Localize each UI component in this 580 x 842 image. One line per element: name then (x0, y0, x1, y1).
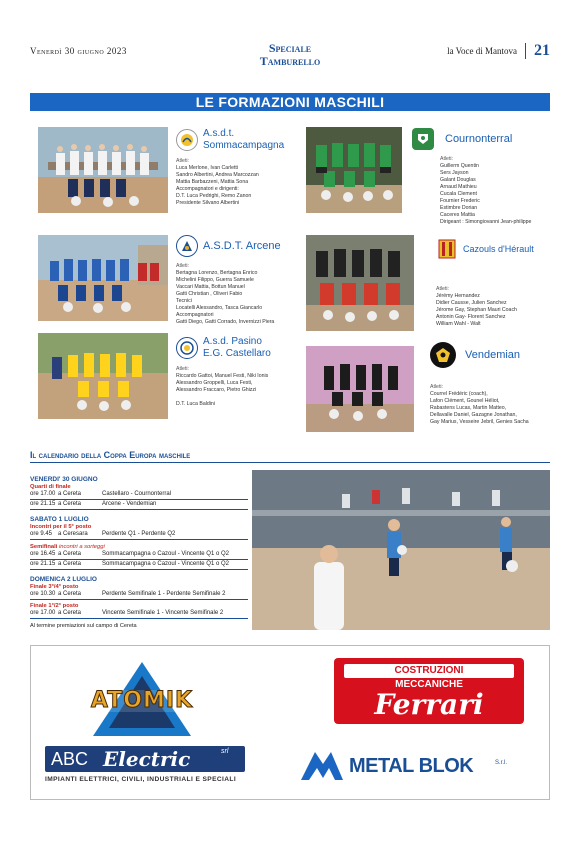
page-number: 21 (534, 42, 550, 59)
team-roster: Atleti: Bertagna Lorenzo, Bertagna Enrico Michelini Filippo, Guerra Samuele Vaccari Mattia, Bottun Manuel Gatti Christian , Oliveri Fabio Tecnici Locatelli Alessandro, Tasca Giancarlo Accompagnatori Gatti Diego, Gatti Corrado, Invernizzi Piera (176, 263, 275, 325)
match-action-photo (252, 470, 550, 630)
team-roster: Atleti: Luca Merlone, Ivan Carletti Sandro Albertini, Andrea Marcozzan Mattia Barbazzeni, Mattia Sona Accompagnatori e dirigenti: D.T. Luca Pedrighi, Remo Zanon Presidente Silvano Albertini (176, 158, 259, 206)
calendar-phase: Finale 1°/2° posto (30, 603, 79, 609)
team-roster: Atleti: Riccardo Gattoi, Manuel Festi, Niki Ionis Alessandro Groppelli, Luca Festi, Alessandro Fraccaro, Pietro Ghizzi D.T. Luca Baldini (176, 366, 269, 407)
abc-electric-ad (45, 746, 255, 790)
calendar-title: Il calendario della Coppa Europa maschile (30, 450, 550, 463)
newspaper-name: la Voce di Mantova (447, 46, 517, 56)
atomik-ad (87, 658, 197, 740)
team-sommacampagna (176, 128, 300, 207)
calendar-schedule (30, 470, 248, 629)
sommacampagna-logo-icon (176, 129, 198, 151)
abc-logo-text: ABC (51, 749, 89, 769)
metal-blok-srl-text: S.r.l. (495, 760, 508, 766)
section-line-2: Tamburello (259, 54, 321, 68)
team-name: A.s.d. Pasino (203, 336, 262, 347)
abc-srl-text: srl (221, 748, 229, 755)
calendar-phase: Semifinali incontri a sorteggi (30, 544, 105, 550)
team-roster: Atleti: Courrel Frédéric (coach), Lafon Clément, Gounel Héliot, Rabastens Lucas, Martin Matteo, Dellavalle Daniel, Gazagne Jonathan, Gay Marius, Vesseire Jebril, Genies Sacha (430, 384, 529, 425)
team-name: A.s.d.t. (203, 128, 235, 139)
calendar-day: SABATO 1 LUGLIO (30, 516, 89, 523)
metal-blok-ad (299, 750, 539, 782)
team-name: A.S.D.T. Arcene (203, 240, 281, 252)
table-row: ore 9.45 a Ceresara Perdente Q1 - Perdente Q2 (30, 530, 248, 540)
team-subname: E.G. Castellaro (203, 348, 271, 359)
team-photo-cazouls (306, 235, 414, 331)
team-arcene (176, 235, 300, 326)
calendar-phase: Finale 3°/4° posto (30, 584, 79, 590)
section-banner: LE FORMAZIONI MASCHILI (30, 93, 550, 111)
ferrari-top-text: COSTRUZIONI (394, 665, 464, 676)
team-cournonterral (412, 128, 547, 226)
cournonterral-logo-icon (412, 128, 434, 150)
team-photo-vendemian (306, 346, 414, 432)
section-title (240, 42, 340, 68)
calendar-day: DOMENICA 2 LUGLIO (30, 576, 97, 583)
team-photo-cournonterral (306, 127, 402, 213)
calendar-phase: Quarti di finale (30, 484, 71, 490)
page-header (30, 40, 550, 80)
metal-blok-logo-text: METAL BLOK (349, 755, 474, 777)
team-roster: Atleti: Jérémy Hernandez Didier Causse, Julien Sanchez Jérome Gay, Stephan Mauri Coach Antonin Gay- Florent Sanchez William Wahl - Walt (436, 286, 517, 327)
electric-logo-text: Electric (103, 747, 191, 771)
issue-date: Venerdì 30 giugno 2023 (30, 46, 127, 56)
team-name: Cournonterral (445, 133, 513, 145)
team-roster: Atleti: Guillerm Quentin Sers Jayson Galant Douglas Arnaud Mathieu Cucala Clement Fournier Frederic Estimbre Dorian Caceres Mattia Dirigeant : Simongiovanni Jean-philippe (440, 156, 532, 225)
arcene-logo-icon (176, 235, 198, 257)
abc-tagline: IMPIANTI ELETTRICI, CIVILI, INDUSTRIALI E SPECIALI (45, 776, 237, 783)
table-row: ore 17.00 a Cereta Vincente Semifinale 1 - Vincente Semifinale 2 (30, 609, 248, 619)
team-name: Cazouls d'Hérault (463, 244, 534, 254)
team-vendemian (430, 342, 550, 426)
ferrari-logo-text: Ferrari (374, 688, 484, 721)
team-pasino (176, 336, 300, 408)
calendar-phase: Incontri per il 5° posto (30, 524, 92, 530)
team-photo-sommacampagna (38, 127, 168, 213)
table-row: ore 21.15 a Cereta Sommacampagna o Cazoul - Vincente Q1 o Q2 (30, 560, 248, 570)
table-row: ore 10.30 a Cereta Perdente Semifinale 1 - Perdente Semifinale 2 (30, 590, 248, 600)
team-cazouls (436, 238, 548, 328)
ferrari-ad (334, 658, 524, 724)
table-row: ore 21.15 a Cereta Arcene - Vendemian (30, 500, 248, 510)
table-row: ore 16.45 a Cereta Sommacampagna o Cazoul - Vincente Q1 o Q2 (30, 550, 248, 560)
team-photo-arcene (38, 235, 168, 321)
ferrari-mid-text: MECCANICHE (395, 679, 463, 690)
metal-blok-logo-icon (299, 750, 345, 782)
vendemian-logo-icon (430, 342, 456, 368)
cazouls-logo-icon (436, 238, 458, 260)
pasino-logo-icon (176, 337, 198, 359)
table-row: ore 17.00 a Cereta Castellaro - Cournonterral (30, 490, 248, 500)
header-divider (525, 43, 526, 59)
calendar-footer-note: Al termine premiazioni sul campo di Cereta (30, 623, 137, 629)
team-photo-pasino (38, 333, 168, 419)
team-name: Vendemian (465, 349, 521, 361)
sponsors-box (30, 645, 550, 800)
header-right (447, 42, 550, 60)
calendar-day: VENERDI' 30 GIUGNO (30, 476, 98, 483)
team-subname: Sommacampagna (203, 140, 285, 151)
atomik-logo-text: ATOMIK (90, 688, 194, 713)
section-line-1: Speciale (268, 41, 312, 55)
